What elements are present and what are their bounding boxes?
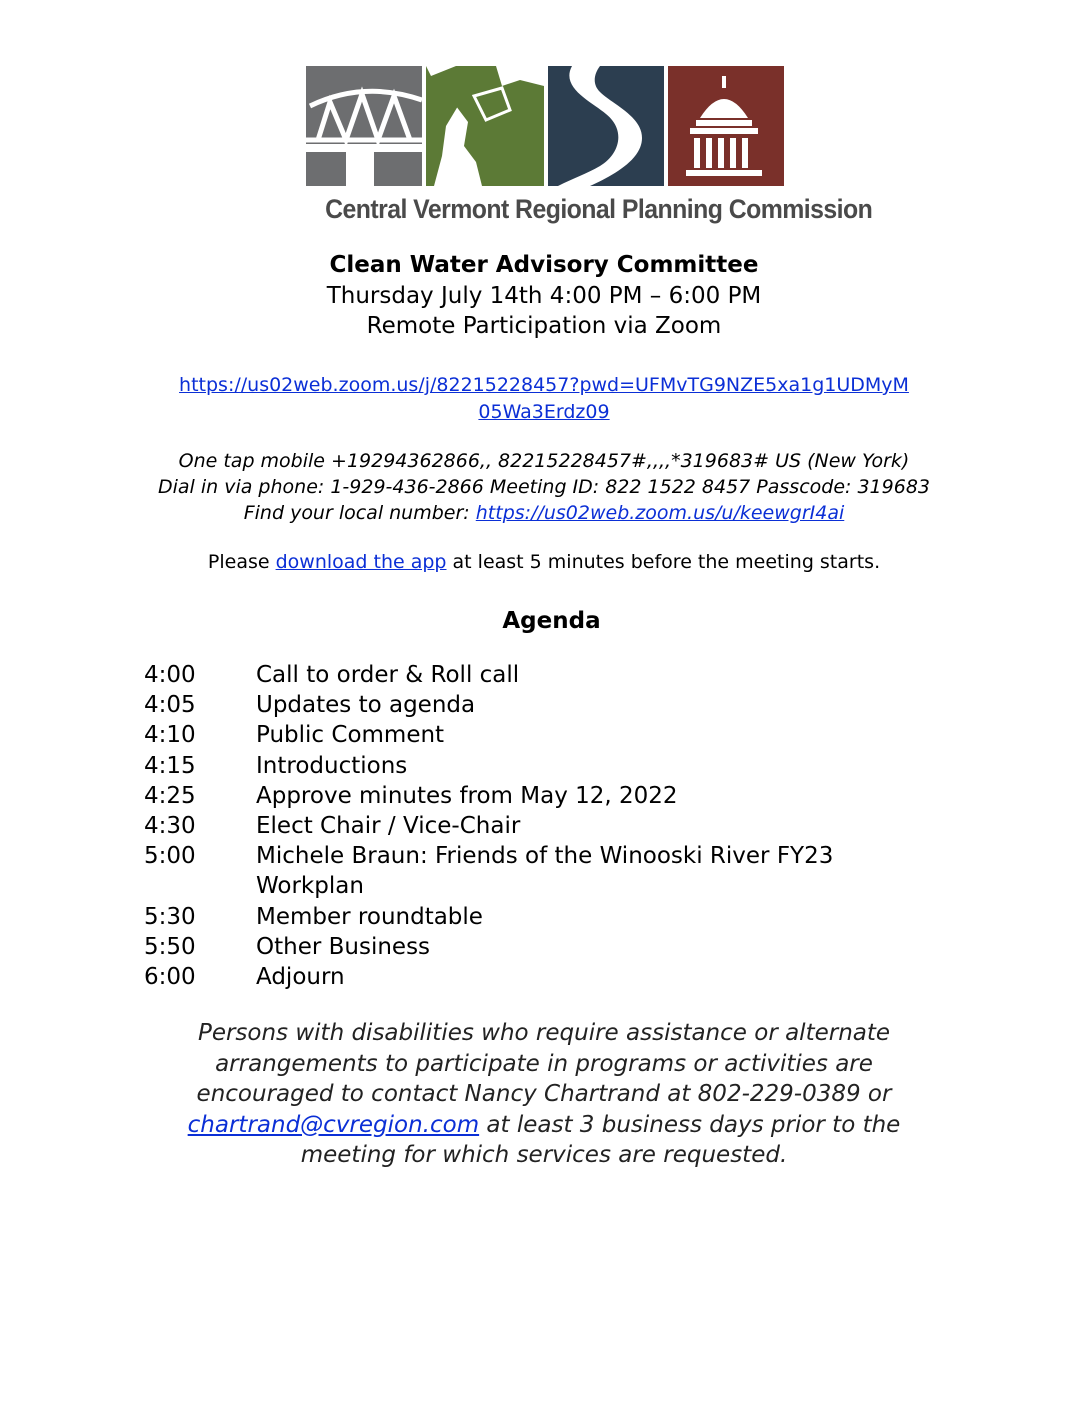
agenda-item: Other Business <box>256 933 431 960</box>
download-suffix: at least 5 minutes before the meeting starts. <box>446 551 881 573</box>
agenda-item: Elect Chair / Vice-Chair <box>256 813 521 840</box>
contact-email-link[interactable]: chartrand@cvregion.com <box>187 1111 480 1138</box>
agenda-item: Adjourn <box>256 964 345 991</box>
agenda-time: 4:05 <box>144 692 196 719</box>
agenda-time: 5:00 <box>144 843 196 870</box>
org-name: Central Vermont Regional Planning Commission <box>325 194 873 224</box>
agenda-time: 4:10 <box>144 722 196 749</box>
agenda-row <box>144 781 944 811</box>
agenda-row <box>144 720 944 750</box>
zoom-link-block <box>0 372 1088 426</box>
zoom-meeting-link-line1[interactable]: https://us02web.zoom.us/j/82215228457?pwd=UFMvTG9NZE5xa1g1UDMyM <box>179 374 909 396</box>
download-app-line <box>0 551 1088 573</box>
logo-graphic <box>306 66 784 188</box>
agenda-item: Updates to agenda <box>256 692 476 719</box>
agenda-time: 6:00 <box>144 964 196 991</box>
agenda-row <box>144 902 944 932</box>
agenda-row <box>144 751 944 781</box>
accessibility-line-2: arrangements to participate in programs or activities are <box>215 1050 873 1077</box>
agenda-item: Public Comment <box>256 722 445 749</box>
accessibility-line-4-suffix: at least 3 business days prior to the <box>479 1111 901 1138</box>
cvrpc-logo <box>306 66 873 226</box>
agenda-time: 4:15 <box>144 752 196 779</box>
local-number-link[interactable]: https://us02web.zoom.us/u/keewgrI4ai <box>475 502 845 524</box>
agenda-row <box>144 660 944 690</box>
agenda-time: 5:50 <box>144 933 196 960</box>
agenda-item: Introductions <box>256 752 408 779</box>
download-prefix: Please <box>207 551 276 573</box>
agenda-time: 5:30 <box>144 903 196 930</box>
agenda-item: Call to order & Roll call <box>256 662 520 688</box>
agenda-row <box>144 932 944 962</box>
agenda-item: Member roundtable <box>256 903 483 930</box>
accessibility-line-5: meeting for which services are requested. <box>300 1142 788 1168</box>
agenda-time: 4:25 <box>144 782 196 809</box>
meeting-location: Remote Participation via Zoom <box>366 313 722 339</box>
zoom-meeting-link-line2[interactable]: 05Wa3Erdz09 <box>478 401 610 423</box>
agenda-time: 4:30 <box>144 813 196 840</box>
meeting-datetime: Thursday July 14th 4:00 PM – 6:00 PM <box>326 283 762 309</box>
one-tap-mobile: One tap mobile +19294362866,, 82215228457#,,,,*319683# US (New York) <box>178 450 910 472</box>
accessibility-line-4 <box>0 1110 1088 1141</box>
download-app-link[interactable]: download the app <box>275 551 447 573</box>
accessibility-notice <box>0 1018 1088 1171</box>
agenda-list <box>144 660 944 992</box>
agenda-heading: Agenda <box>502 608 601 634</box>
agenda-row <box>144 841 944 901</box>
dialin-info <box>0 448 1088 526</box>
agenda-item: Approve minutes from May 12, 2022 <box>256 782 678 809</box>
agenda-item: Michele Braun: Friends of the Winooski River FY23 Workplan <box>256 843 834 900</box>
agenda-row <box>144 690 944 720</box>
accessibility-line-3: encouraged to contact Nancy Chartrand at 802-229-0389 or <box>196 1081 892 1107</box>
accessibility-line-1: Persons with disabilities who require assistance or alternate <box>197 1020 891 1046</box>
local-number-label: Find your local number: <box>243 502 476 524</box>
dial-in-phone: Dial in via phone: 1-929-436-2866 Meeting ID: 822 1522 8457 Passcode: 319683 <box>157 476 930 498</box>
agenda-row <box>144 962 944 992</box>
agenda-row <box>144 811 944 841</box>
local-number-line <box>0 500 1088 526</box>
agenda-time: 4:00 <box>144 662 196 688</box>
meeting-title: Clean Water Advisory Committee <box>329 252 759 278</box>
